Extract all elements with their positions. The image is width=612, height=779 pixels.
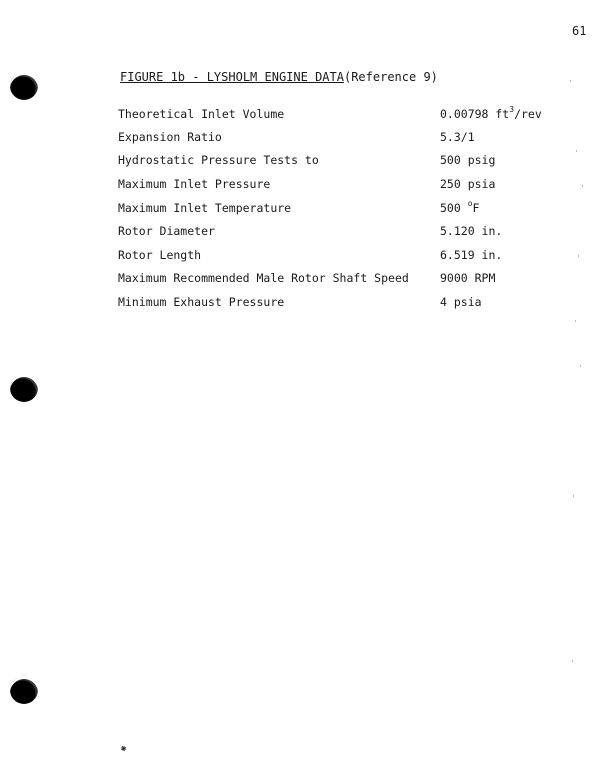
figure-title-main: FIGURE 1b - LYSHOLM ENGINE DATA	[120, 70, 344, 84]
data-value: 5.120 in.	[440, 223, 503, 238]
scan-speck	[575, 320, 576, 322]
data-row	[118, 177, 578, 201]
data-value: 9000 RPM	[440, 271, 496, 286]
data-row	[118, 224, 578, 248]
data-label: Minimum Exhaust Pressure	[118, 294, 285, 309]
binder-hole-top	[10, 72, 38, 100]
binder-hole-middle	[10, 374, 38, 402]
data-row	[118, 295, 578, 319]
data-value: 250 psia	[440, 176, 496, 191]
scan-speck	[582, 185, 583, 187]
data-label: Maximum Inlet Pressure	[118, 176, 271, 191]
data-row	[118, 130, 578, 154]
scan-speck	[570, 80, 571, 82]
binder-hole-bottom	[10, 676, 38, 704]
data-value: 4 psia	[440, 294, 482, 309]
data-label: Expansion Ratio	[118, 129, 222, 144]
data-label: Hydrostatic Pressure Tests to	[118, 153, 319, 168]
figure-title-reference: (Reference 9)	[343, 70, 438, 84]
data-row	[118, 248, 578, 272]
data-label: Maximum Inlet Temperature	[118, 201, 292, 216]
data-value: 500 psig	[440, 153, 496, 168]
engine-data-table	[118, 106, 578, 318]
data-row	[118, 271, 578, 295]
data-value: 5.3/1	[440, 129, 475, 144]
scan-mark: ⁕	[117, 742, 131, 757]
data-value: 6.519 in.	[440, 247, 503, 262]
page-number: 61	[572, 24, 587, 38]
data-row	[118, 106, 578, 130]
data-value: 500 $^o$F	[440, 199, 480, 216]
data-label: Rotor Length	[118, 247, 202, 262]
data-label: Theoretical Inlet Volume	[118, 106, 285, 121]
scan-speck	[572, 660, 573, 662]
scan-speck	[576, 150, 577, 152]
figure-title	[120, 70, 438, 84]
data-label: Maximum Recommended Male Rotor Shaft Speed	[118, 271, 409, 286]
scan-speck	[578, 255, 579, 257]
data-row	[118, 200, 578, 224]
scan-speck	[573, 495, 574, 497]
data-label: Rotor Diameter	[118, 223, 215, 238]
data-value: 0.00798 $ft^3$/rev	[440, 105, 542, 121]
scan-speck	[580, 365, 581, 367]
data-row	[118, 153, 578, 177]
